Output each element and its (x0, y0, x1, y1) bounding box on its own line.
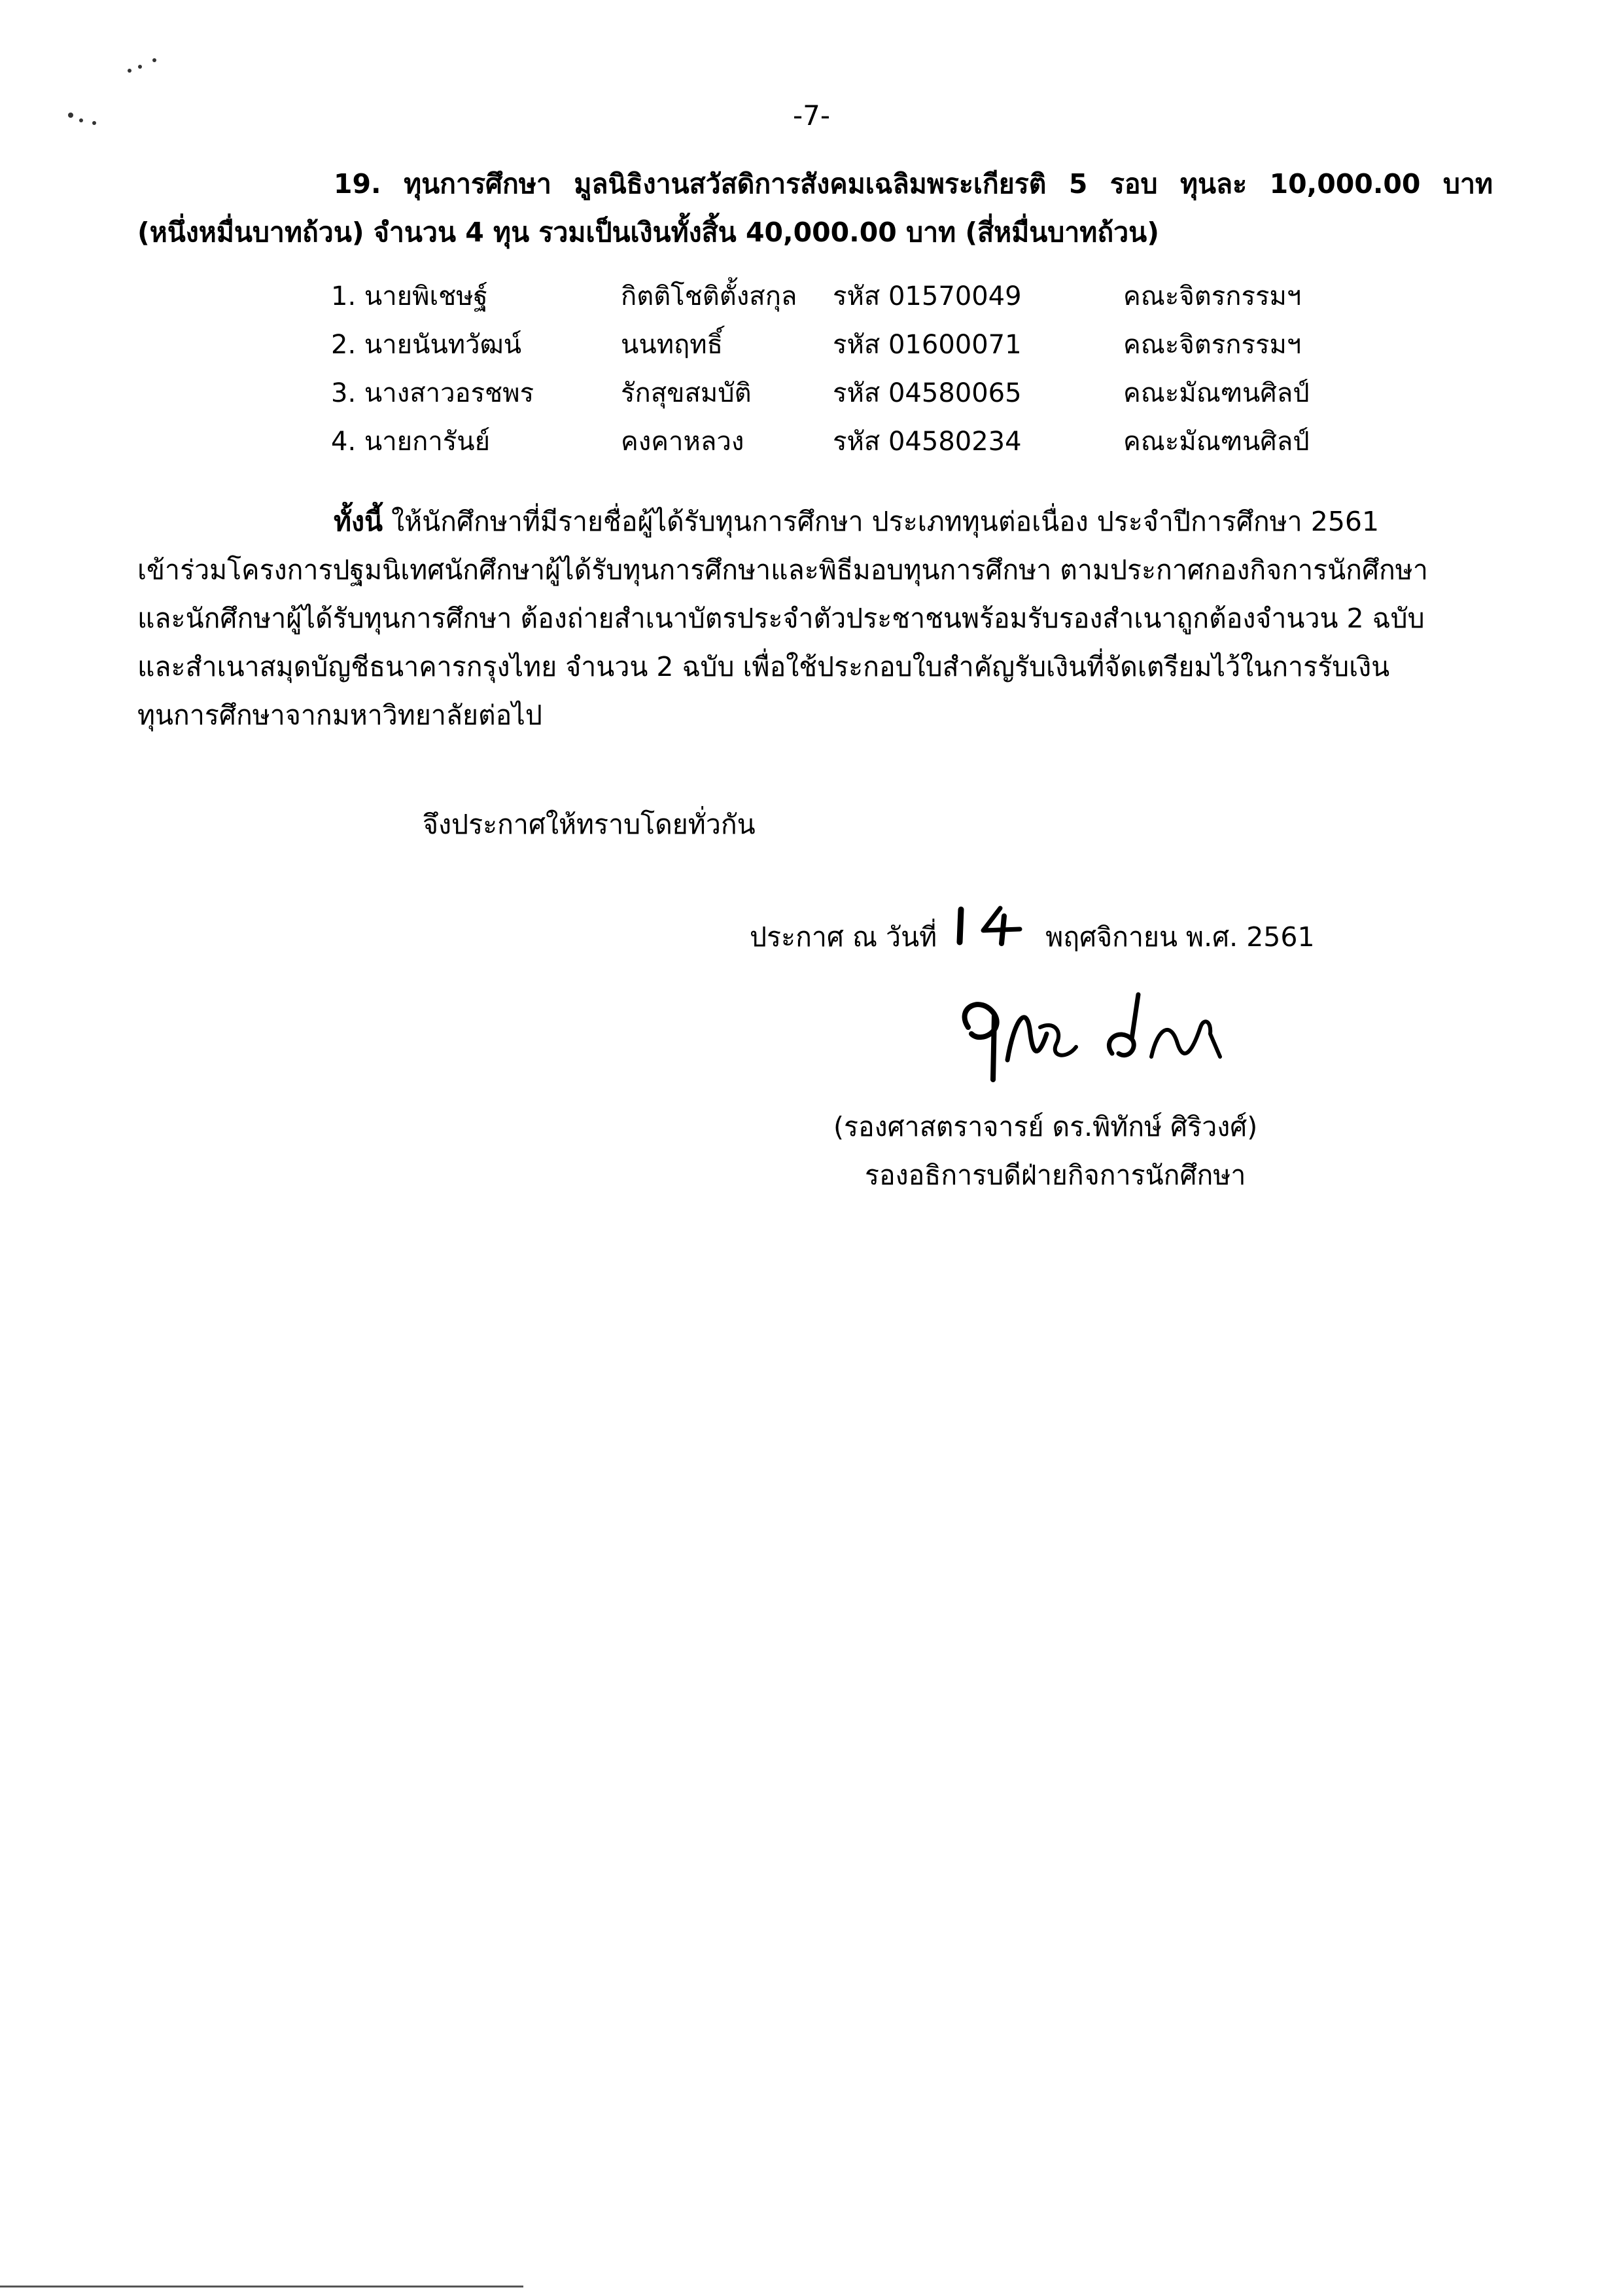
section-19-title: ทุนการศึกษา มูลนิธิงานสวัสดิการสังคมเฉลิมพระเกียรติ 5 รอบ ทุนละ 10,000.00 บาท (404, 168, 1493, 200)
recipient-surname: คงคาหลวง (621, 427, 744, 457)
section-19-line2: (หนึ่งหมื่นบาทถ้วน) จำนวน 4 ทุน รวมเป็นเงินทั้งสิ้น 40,000.00 บาท (สี่หมื่นบาทถ้วน) (137, 217, 1159, 248)
page-number: -7- (792, 99, 831, 132)
section-19-heading (137, 160, 1493, 256)
signer-name: (รองศาสตราจารย์ ดร.พิทักษ์ ศิริวงศ์) (833, 1111, 1258, 1142)
section-19-number: 19. (334, 168, 381, 200)
recipient-surname: กิตติโชติตั้งสกุล (621, 281, 797, 311)
instruction-lead: ทั้งนี้ (334, 506, 383, 537)
instruction-line4: และสำเนาสมุดบัญชีธนาคารกรุงไทย จำนวน 2 ฉบับ เพื่อใช้ประกอบใบสำคัญรับเงินที่จัดเตรียมไว้ในการรับเงิน (137, 651, 1390, 682)
recipient-name: 4. นายการันย์ (331, 427, 491, 457)
handwritten-signature (942, 981, 1256, 1086)
instruction-line3: และนักศึกษาผู้ได้รับทุนการศึกษา ต้องถ่ายสำเนาบัตรประจำตัวประชาชนพร้อมรับรองสำเนาถูกต้องจำนวน 2 ฉบับ (137, 603, 1425, 634)
instruction-line1 (137, 497, 1493, 546)
recipient-code: รหัส 01600071 (833, 330, 1022, 360)
recipient-name: 1. นายพิเชษฐ์ (331, 281, 488, 311)
instruction-line5: ทุนการศึกษาจากมหาวิทยาลัยต่อไป (137, 699, 542, 731)
scan-bottom-edge (0, 2286, 523, 2287)
instruction-line2: เข้าร่วมโครงการปฐมนิเทศนักศึกษาผู้ได้รับทุนการศึกษาและพิธีมอบทุนการศึกษา ตามประกาศกองกิจการนักศึกษา (137, 554, 1428, 586)
recipient-surname: รักสุขสมบัติ (621, 378, 752, 408)
handwritten-day (945, 904, 1037, 953)
date-prefix: ประกาศ ณ วันที่ (750, 921, 937, 953)
date-line (750, 904, 1315, 959)
signer-title: รองอธิการบดีฝ่ายกิจการนักศึกษา (865, 1159, 1246, 1191)
announcement-line: จึงประกาศให้ทราบโดยทั่วกัน (423, 809, 756, 840)
recipient-row (0, 372, 1623, 411)
recipient-code: รหัส 04580065 (833, 378, 1022, 408)
instruction-line1-text: ให้นักศึกษาที่มีรายชื่อผู้ได้รับทุนการศึกษา ประเภททุนต่อเนื่อง ประจำปีการศึกษา 2561 (383, 506, 1380, 537)
instruction-paragraph (137, 497, 1493, 739)
recipient-name: 3. นางสาวอรชพร (331, 378, 534, 408)
recipient-faculty: คณะจิตรกรรมฯ (1123, 281, 1302, 311)
date-suffix: พฤศจิกายน พ.ศ. 2561 (1045, 921, 1315, 953)
recipient-faculty: คณะมัณฑนศิลป์ (1123, 378, 1310, 408)
recipient-faculty: คณะมัณฑนศิลป์ (1123, 427, 1310, 457)
recipient-row (0, 420, 1623, 459)
recipient-row (0, 275, 1623, 314)
section-19-line1 (137, 160, 1493, 208)
recipient-surname: นนทฤทธิ์ (621, 330, 724, 360)
recipient-faculty: คณะจิตรกรรมฯ (1123, 330, 1302, 360)
recipient-row (0, 323, 1623, 362)
handwritten-day-14 (952, 904, 1030, 946)
recipient-code: รหัส 01570049 (833, 281, 1022, 311)
recipient-name: 2. นายนันทวัฒน์ (331, 330, 522, 360)
recipient-code: รหัส 04580234 (833, 427, 1022, 457)
